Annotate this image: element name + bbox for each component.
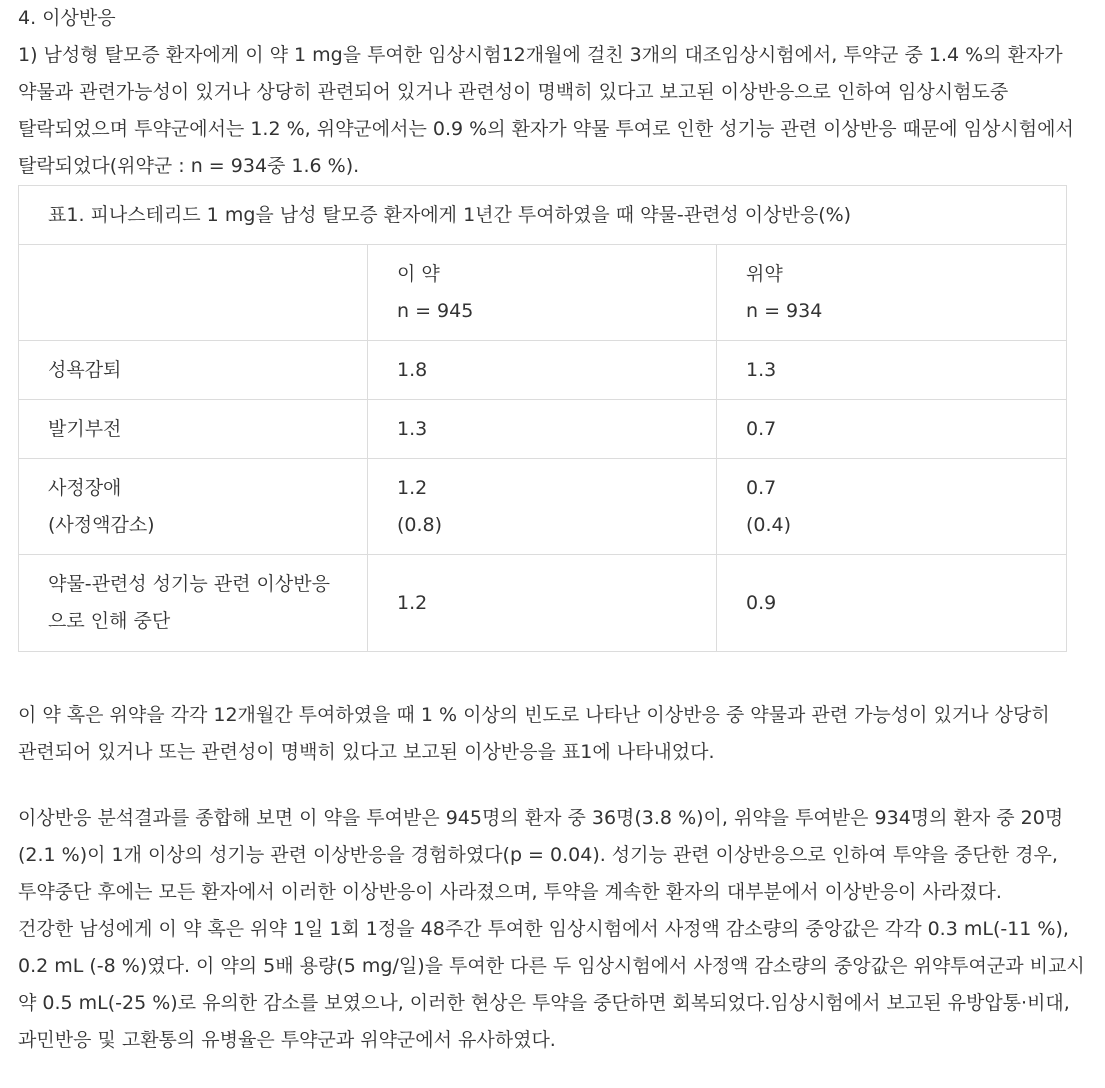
placebo-value: 1.3 — [746, 358, 777, 381]
row-label — [19, 555, 368, 652]
paragraph-table-summary: 이 약 혹은 위약을 각각 12개월간 투여하였을 때 1 % 이상의 빈도로 나타난 이상반응 중 약물과 관련 가능성이 있거나 상당히 관련되어 있거나 또는 관련성이 명백히 있다고 보고된 이상반응을 표1에 나타내었다. — [18, 704, 1050, 763]
table-caption: 표1. 피나스테리드 1 mg을 남성 탈모증 환자에게 1년간 투여하였을 때 약물-관련성 이상반응(%) — [19, 186, 1067, 245]
placebo-value: (0.4) — [746, 513, 792, 536]
row-label — [19, 341, 368, 400]
header-drug-name: 이 약 — [397, 262, 440, 285]
row-label-line: 발기부전 — [48, 417, 122, 440]
table-row — [19, 459, 1067, 555]
drug-value: (0.8) — [397, 513, 443, 536]
body-text — [18, 697, 1093, 1059]
placebo-value: 0.7 — [746, 476, 777, 499]
row-placebo-value — [717, 459, 1067, 555]
row-placebo-value — [717, 341, 1067, 400]
row-placebo-value — [717, 555, 1067, 652]
row-label-line: 약물-관련성 성기능 관련 이상반응 — [48, 573, 330, 595]
table-row — [19, 400, 1067, 459]
row-drug-value — [368, 341, 717, 400]
row-drug-value — [368, 555, 717, 652]
adverse-reactions-table — [18, 185, 1067, 652]
row-label-line: 성욕감퇴 — [48, 358, 122, 381]
header-placebo-n: n = 934 — [746, 299, 823, 322]
row-label — [19, 459, 368, 555]
row-drug-value — [368, 400, 717, 459]
paragraph-gap — [18, 771, 1093, 800]
intro-paragraph: 1) 남성형 탈모증 환자에게 이 약 1 mg을 투여한 임상시험12개월에 걸친 3개의 대조임상시험에서, 투약군 중 1.4 %의 환자가 약물과 관련가능성이 있거나 상당히 관련되어 있거나 관련성이 명백히 있다고 보고된 이상반응으로 인하여 임상시험도중 탈락되었으며 투약군에서는 1.2 %, 위약군에서는 0.9 %의 환자가 약물 투여로 인한 성기능 관련 이상반응 때문에 임상시험에서 탈락되었다(위약군 : n = 934중 1.6 %). — [18, 44, 1074, 177]
drug-value: 1.2 — [397, 476, 428, 499]
header-drug-cell — [368, 245, 717, 341]
table-header-row — [19, 245, 1067, 341]
header-placebo-name: 위약 — [746, 262, 783, 285]
placebo-value: 0.7 — [746, 417, 777, 440]
drug-value: 1.2 — [397, 591, 428, 614]
header-empty-cell — [19, 245, 368, 341]
drug-value: 1.3 — [397, 417, 428, 440]
row-label — [19, 400, 368, 459]
section-heading: 4. 이상반응 — [18, 7, 116, 29]
table-row — [19, 341, 1067, 400]
row-placebo-value — [717, 400, 1067, 459]
table-row — [19, 555, 1067, 652]
placebo-value: 0.9 — [746, 591, 777, 614]
row-label-line: (사정액감소) — [48, 513, 155, 536]
header-placebo-cell — [717, 245, 1067, 341]
paragraph-healthy-men-study: 건강한 남성에게 이 약 혹은 위약 1일 1회 1정을 48주간 투여한 임상시험에서 사정액 감소량의 중앙값은 각각 0.3 mL(-11 %), 0.2 mL (-8 %)였다. 이 약의 5배 용량(5 mg/일)을 투여한 다른 두 임상시험에서 사정액 감소량의 중앙값은 위약투여군과 비교시 약 0.5 mL(-25 %)로 유의한 감소를 보였으나, 이러한 현상은 투약을 중단하면 회복되었다.임상시험에서 보고된 유방압통·비대, 과민반응 및 고환통의 유병율은 투약군과 위약군에서 유사하였다. — [18, 918, 1085, 1051]
header-drug-n: n = 945 — [397, 299, 474, 322]
row-label-line: 으로 인해 중단 — [48, 610, 171, 632]
row-drug-value — [368, 459, 717, 555]
drug-value: 1.8 — [397, 358, 428, 381]
row-label-line: 사정장애 — [48, 476, 122, 499]
paragraph-analysis-results: 이상반응 분석결과를 종합해 보면 이 약을 투여받은 945명의 환자 중 36명(3.8 %)이, 위약을 투여받은 934명의 환자 중 20명(2.1 %)이 1개 이상의 성기능 관련 이상반응을 경험하였다(p = 0.04). 성기능 관련 이상반응으로 인하여 투약을 중단한 경우, 투약중단 후에는 모든 환자에서 이러한 이상반응이 사라졌으며, 투약을 계속한 환자의 대부분에서 이상반응이 사라졌다. — [18, 807, 1064, 903]
adverse-reactions-intro — [18, 0, 1093, 185]
